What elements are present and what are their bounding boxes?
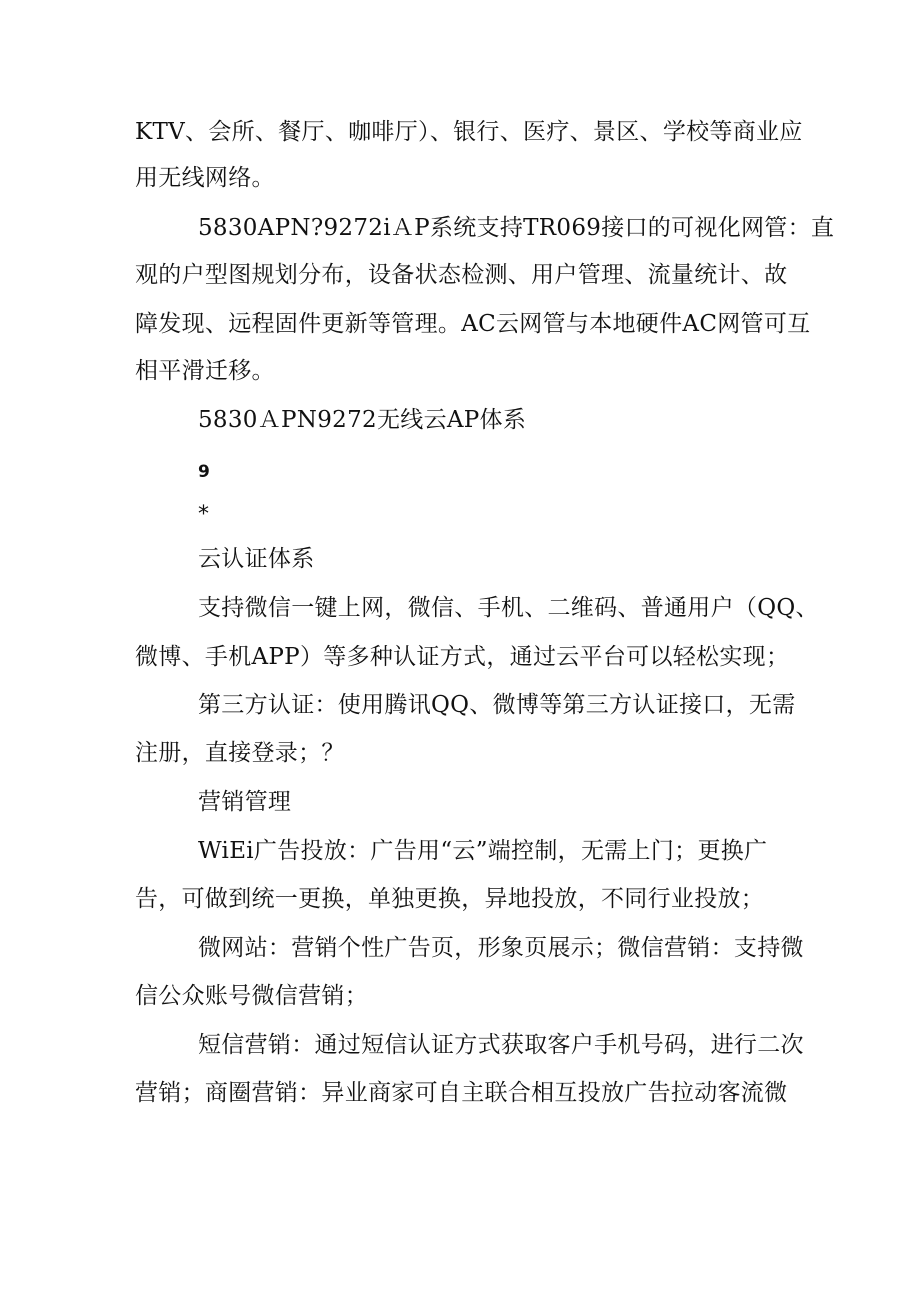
stray-mark: * (198, 502, 210, 527)
text-line: KTV、会所、餐厅、咖啡厅）、银行、医疗、景区、学校等商业应 (135, 119, 803, 145)
text-line: 短信营销：通过短信认证方式获取客户手机号码，进行二次 (198, 1032, 804, 1058)
text-line: 障发现、远程固件更新等管理。AC云网管与本地硬件AC网管可互 (135, 311, 811, 337)
text-line: 告，可做到统一更换，单独更换，异地投放，不同行业投放； (135, 886, 765, 912)
text-line: 观的户型图规划分布，设备状态检测、用户管理、流量统计、故 (135, 262, 788, 288)
text-line: 信公众账号微信营销； (135, 983, 368, 1009)
text-line: 微博、手机APP）等多种认证方式，通过云平台可以轻松实现； (135, 644, 790, 670)
text-line: 用无线网络。 (135, 165, 275, 191)
text-line: 微网站：营销个性广告页，形象页展示；微信营销：支持微 (198, 935, 804, 961)
section-heading: 5830ＡPN9272无线云AP体系 (198, 407, 527, 433)
text-line: 营销；商圈营销：异业商家可自主联合相互投放广告拉动客流微 (135, 1080, 788, 1106)
text-line: WiEi广告投放：广告用“云”端控制，无需上门；更换广 (198, 838, 768, 864)
section-heading: 云认证体系 (198, 546, 315, 572)
text-line: 5830APN?9272iＡP系统支持TR069接口的可视化网管：直 (198, 215, 835, 241)
text-line: 第三方认证：使用腾讯QQ、微博等第三方认证接口，无需 (198, 692, 796, 718)
section-heading: 营销管理 (198, 789, 292, 815)
stray-mark: 9 (198, 462, 211, 482)
text-line: 相平滑迁移。 (135, 358, 275, 384)
text-line: 注册，直接登录；？ (135, 740, 345, 766)
text-line: 支持微信一键上网，微信、手机、二维码、普通用户（QQ、 (198, 595, 819, 621)
